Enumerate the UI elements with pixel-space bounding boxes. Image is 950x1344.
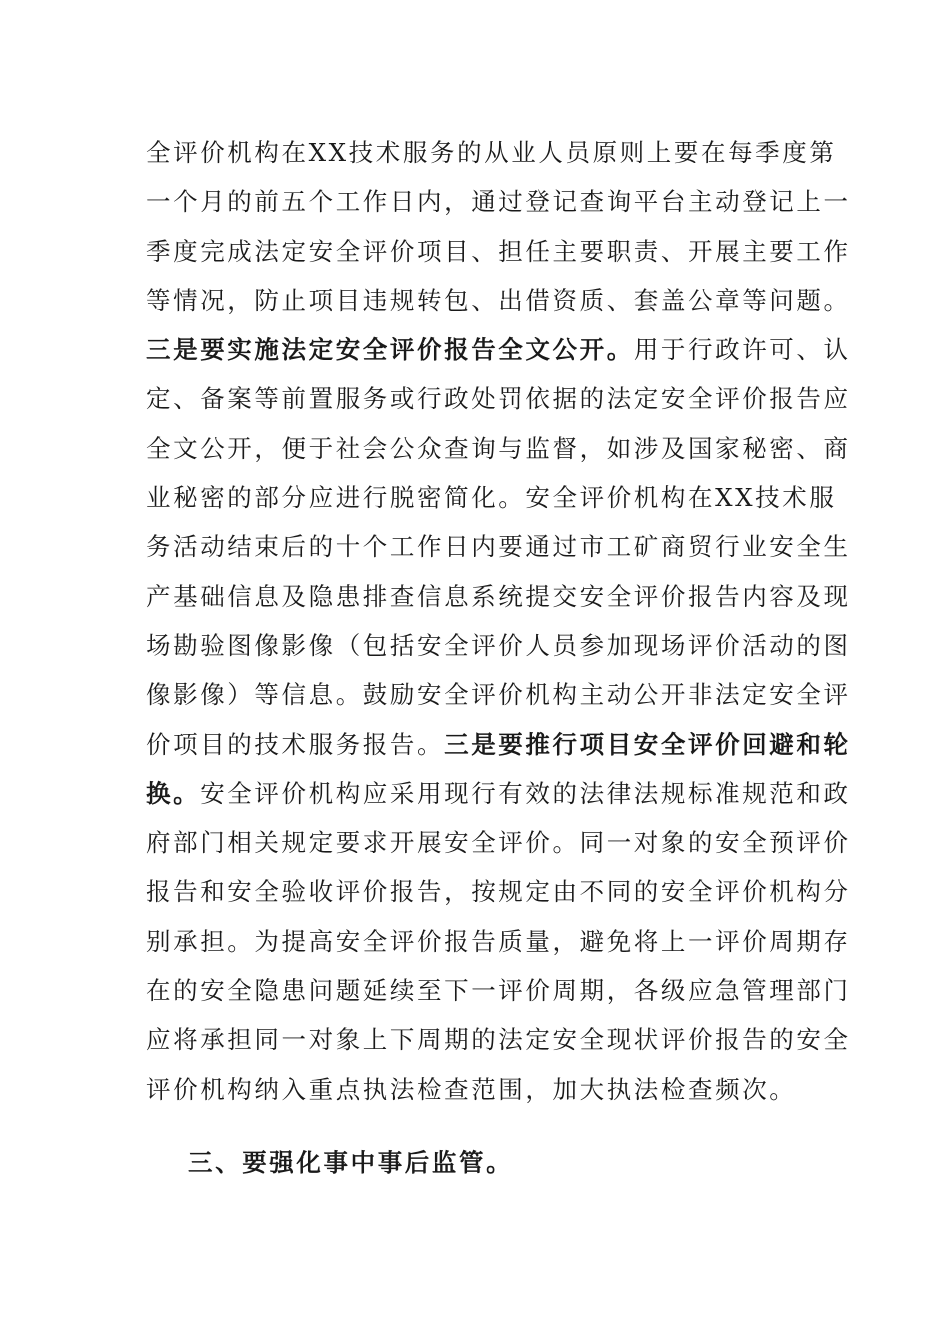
text-run: 安全评价机构应采用现行有效的法律法规标准规范和政 xyxy=(200,778,851,808)
text-line: 全文公开，便于社会公众查询与监督，如涉及国家秘密、商 xyxy=(146,433,851,463)
text-line: 府部门相关规定要求开展安全评价。同一对象的安全预评价 xyxy=(146,828,851,858)
text-line: 别承担。为提高安全评价报告质量，避免将上一评价周期存 xyxy=(146,926,851,956)
text-run: 用于行政许可、认 xyxy=(633,335,851,365)
text-line: 全评价机构在XX技术服务的从业人员原则上要在每季度第 xyxy=(146,138,837,167)
text-line: 场勘验图像影像（包括安全评价人员参加现场评价活动的图 xyxy=(146,630,851,660)
text-line: 业秘密的部分应进行脱密简化。安全评价机构在XX技术服 xyxy=(146,483,837,513)
text-line: 等情况，防止项目违规转包、出借资质、套盖公章等问题。 xyxy=(146,285,851,315)
text-line xyxy=(146,769,851,818)
bold-point-heading: 三是要推行项目安全评价回避和轮 xyxy=(444,729,851,759)
text-line: 像影像）等信息。鼓励安全评价机构主动公开非法定安全评 xyxy=(146,680,851,710)
text-line: 一个月的前五个工作日内，通过登记查询平台主动登记上一 xyxy=(146,187,851,217)
section-heading: 三、要强化事中事后监管。 xyxy=(188,1148,514,1177)
bold-point-heading: 三是要实施法定安全评价报告全文公开。 xyxy=(146,335,634,365)
text-line: 在的安全隐患问题延续至下一评价周期，各级应急管理部门 xyxy=(146,976,851,1006)
text-line: 报告和安全验收评价报告，按规定由不同的安全评价机构分 xyxy=(146,877,851,907)
text-line: 产基础信息及隐患排查信息系统提交安全评价报告内容及现 xyxy=(146,581,851,611)
text-line: 评价机构纳入重点执法检查范围，加大执法检查频次。 xyxy=(146,1074,797,1104)
text-line: 务活动结束后的十个工作日内要通过市工矿商贸行业安全生 xyxy=(146,532,851,562)
body-paragraph xyxy=(146,128,851,1114)
text-run: 价项目的技术服务报告。 xyxy=(146,729,445,759)
text-line xyxy=(146,325,851,374)
text-line: 定、备案等前置服务或行政处罚依据的法定安全评价报告应 xyxy=(146,384,851,414)
text-line: 季度完成法定安全评价项目、担任主要职责、开展主要工作 xyxy=(146,236,851,266)
bold-point-heading: 换。 xyxy=(146,778,201,808)
text-line: 应将承担同一对象上下周期的法定安全现状评价报告的安全 xyxy=(146,1025,851,1055)
text-line xyxy=(146,720,851,769)
